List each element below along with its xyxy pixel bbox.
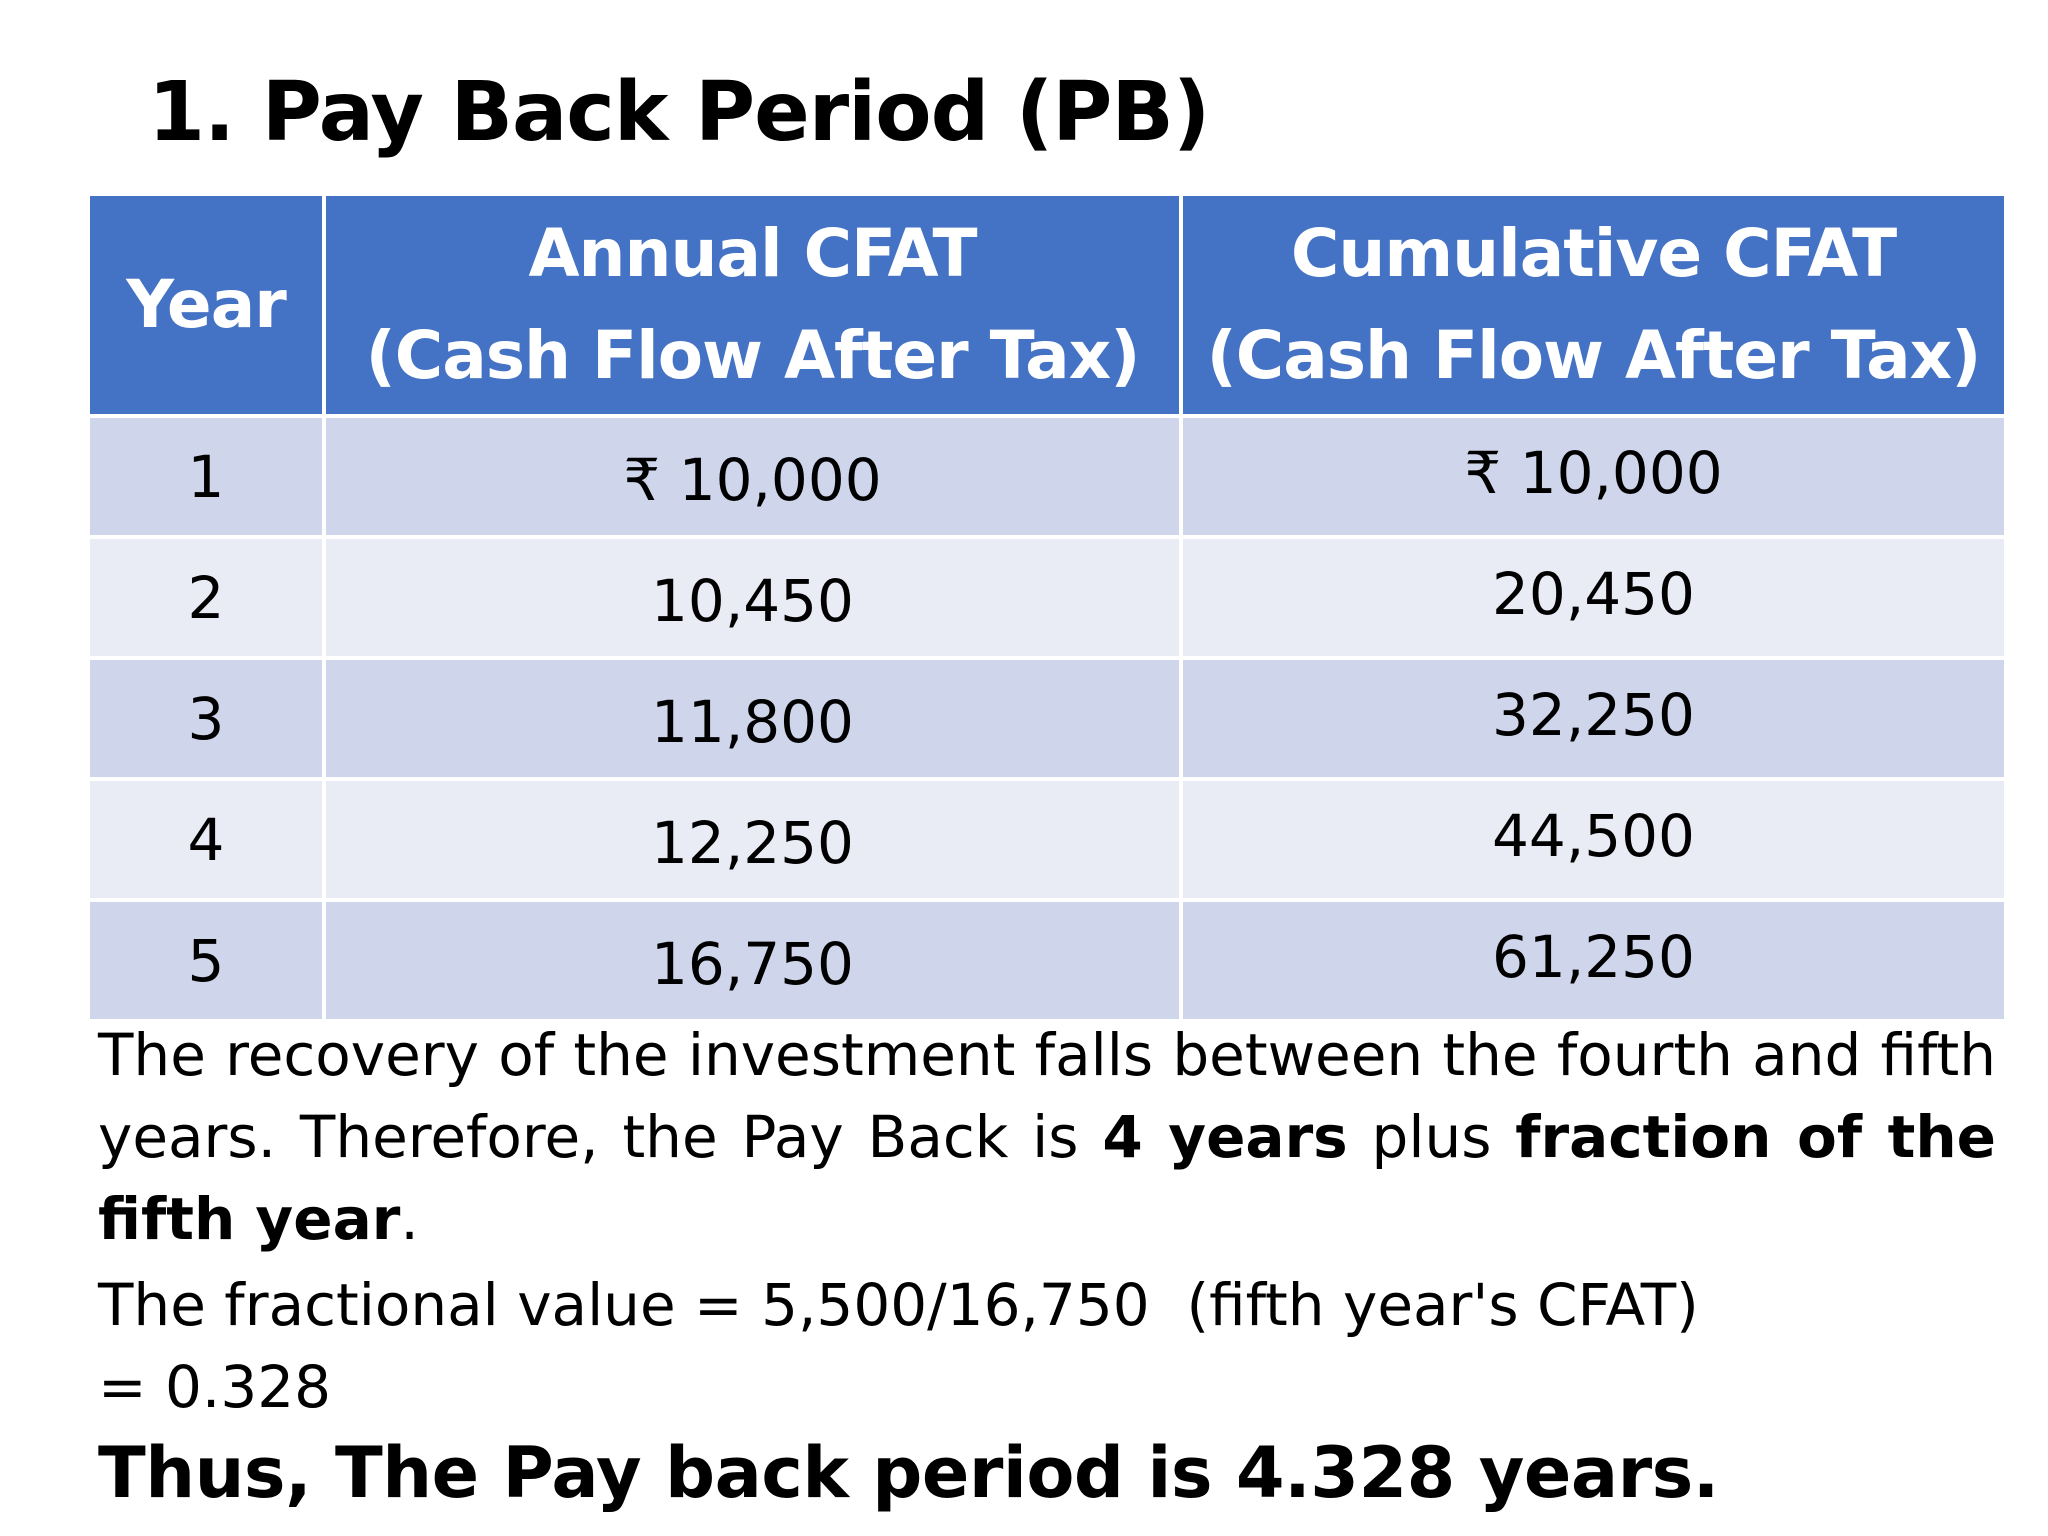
annual-cfat-column-header bbox=[324, 194, 1181, 416]
table-header-row bbox=[88, 194, 2006, 416]
cumulative-cfat-cell: ₹ 10,000 bbox=[1181, 416, 2006, 537]
cumulative-cfat-header-line1: Cumulative CFAT bbox=[1290, 215, 1897, 292]
payback-table bbox=[86, 192, 2008, 1023]
explanation-paragraph bbox=[98, 1014, 1996, 1260]
cumulative-cfat-column-header bbox=[1181, 194, 2006, 416]
page-title: 1. Pay Back Period (PB) bbox=[148, 65, 1210, 160]
year-column-header bbox=[88, 194, 324, 416]
table-row bbox=[88, 779, 2006, 900]
cumulative-cfat-cell: 44,500 bbox=[1181, 779, 2006, 900]
annual-cfat-header-line2: (Cash Flow After Tax) bbox=[365, 317, 1140, 394]
table-row bbox=[88, 658, 2006, 779]
annual-cfat-cell: 11,800 bbox=[324, 658, 1181, 779]
explanation-text: . bbox=[400, 1185, 419, 1253]
table-row bbox=[88, 416, 2006, 537]
year-cell: 5 bbox=[88, 900, 324, 1021]
fractional-value-line: The fractional value = 5,500/16,750 (fifth year's CFAT) bbox=[98, 1271, 1699, 1339]
annual-cfat-cell: 12,250 bbox=[324, 779, 1181, 900]
annual-cfat-header-line1: Annual CFAT bbox=[528, 215, 977, 292]
explanation-text: The recovery of the investment falls between the fourth and fifth years. Therefore, the Pay Back is bbox=[98, 1021, 1996, 1171]
year-cell: 2 bbox=[88, 537, 324, 658]
table-row bbox=[88, 900, 2006, 1021]
explanation-text: plus bbox=[1347, 1103, 1516, 1171]
explanation-bold-years: 4 years bbox=[1102, 1103, 1348, 1171]
cumulative-cfat-cell: 61,250 bbox=[1181, 900, 2006, 1021]
year-header-label: Year bbox=[126, 266, 286, 343]
table-row bbox=[88, 537, 2006, 658]
fractional-result-line: = 0.328 bbox=[98, 1353, 332, 1421]
annual-cfat-cell: 16,750 bbox=[324, 900, 1181, 1021]
cumulative-cfat-cell: 20,450 bbox=[1181, 537, 2006, 658]
annual-cfat-cell: 10,450 bbox=[324, 537, 1181, 658]
conclusion-text: Thus, The Pay back period is 4.328 years. bbox=[98, 1432, 1719, 1514]
year-cell: 4 bbox=[88, 779, 324, 900]
explanation-bold-fraction: fraction of the fifth year bbox=[98, 1103, 1996, 1253]
cumulative-cfat-header-line2: (Cash Flow After Tax) bbox=[1206, 317, 1981, 394]
year-cell: 3 bbox=[88, 658, 324, 779]
annual-cfat-cell: ₹ 10,000 bbox=[324, 416, 1181, 537]
cumulative-cfat-cell: 32,250 bbox=[1181, 658, 2006, 779]
year-cell: 1 bbox=[88, 416, 324, 537]
